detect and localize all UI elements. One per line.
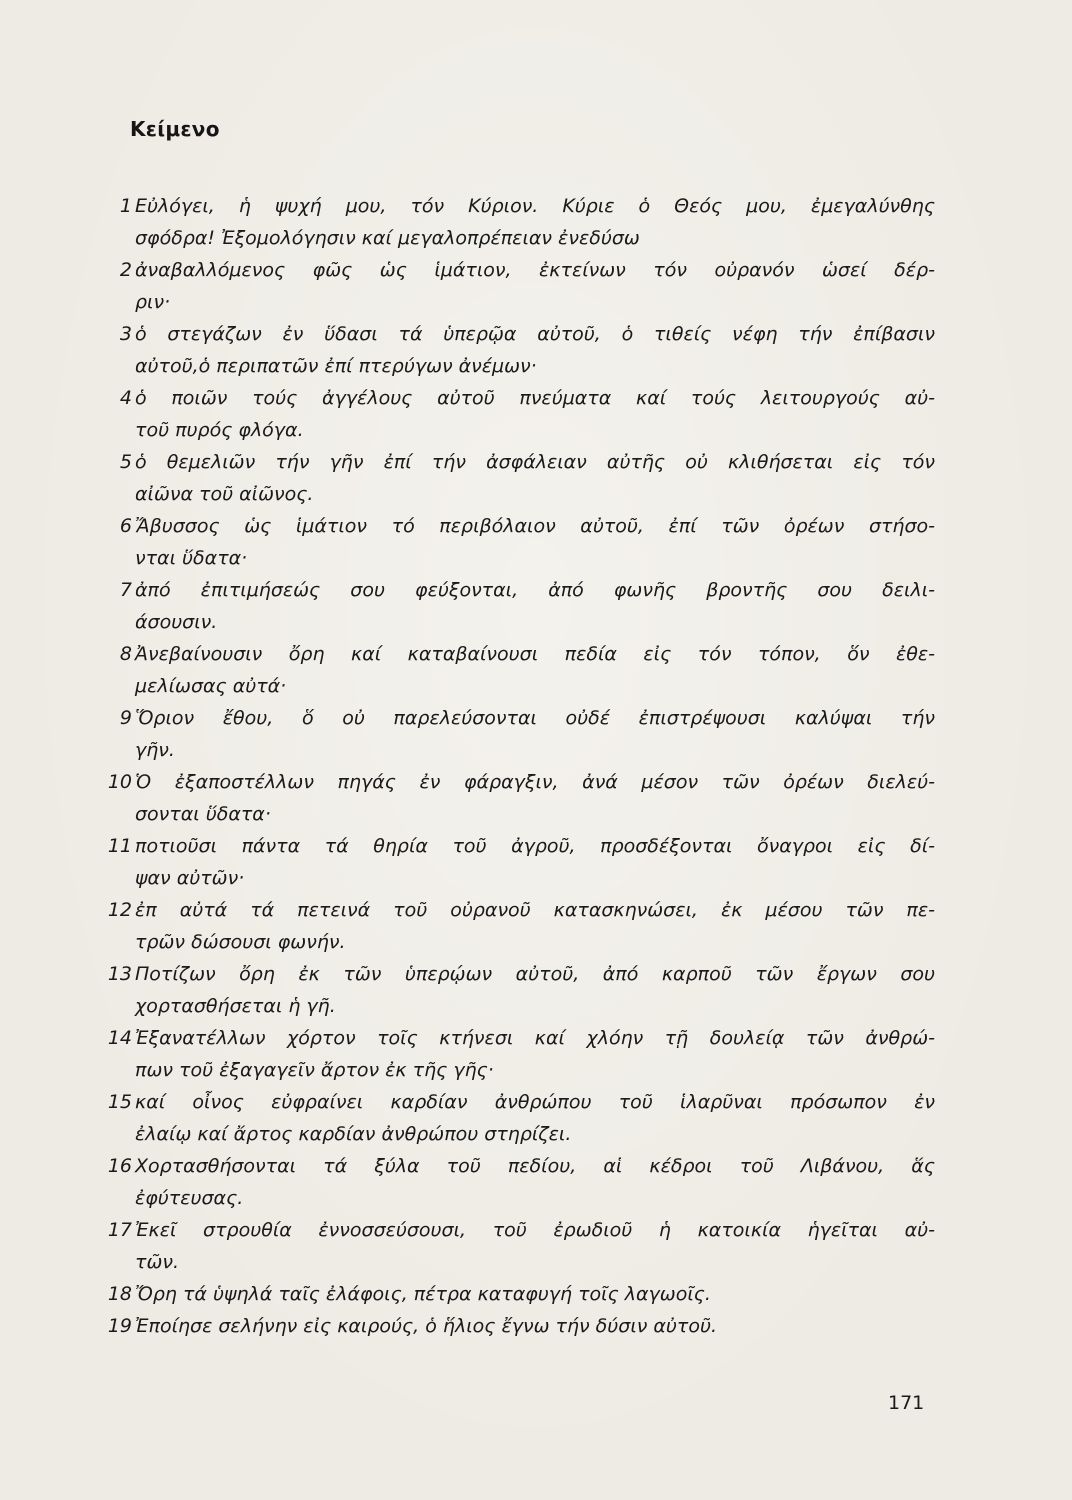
- verse-text: [135, 446, 935, 510]
- verse-line: άσουσιν.: [135, 611, 218, 633]
- verse-line: νται ὕδατα·: [135, 547, 248, 569]
- verse-1: [100, 190, 945, 254]
- verse-line: καί οἶνος εὐφραίνει καρδίαν ἀνθρώπου τοῦ ἱλαρῦναι πρόσωπον ἐν: [135, 1091, 935, 1113]
- verse-line: ἐπ αὐτά τά πετεινά τοῦ οὐρανοῦ κατασκηνώσει, ἐκ μέσου τῶν πε-: [135, 899, 935, 921]
- verse-text: [135, 638, 935, 702]
- verse-number: 13: [107, 963, 132, 985]
- verse-text: [135, 894, 935, 958]
- verse-number: 5: [119, 451, 132, 473]
- verse-text: [135, 766, 935, 830]
- page-number: 171: [888, 1392, 925, 1414]
- verse-line: ὁ θεμελιῶν τήν γῆν ἐπί τήν ἀσφάλειαν αὐτῆς οὐ κλιθήσεται εἰς τόν: [135, 451, 935, 473]
- verse-number: 6: [119, 515, 132, 537]
- verse-number: 17: [107, 1219, 132, 1241]
- verse-line: ἐλαίῳ καί ἄρτος καρδίαν ἀνθρώπου στηρίζει.: [135, 1123, 572, 1145]
- verse-line: Ὅριον ἔθου, ὅ οὐ παρελεύσονται οὐδέ ἐπιστρέψουσι καλύψαι τήν: [135, 707, 935, 729]
- verse-text: [135, 318, 935, 382]
- verse-9: [100, 702, 945, 766]
- verse-line: αὐτοῦ,ὁ περιπατῶν ἐπί πτερύγων ἀνέμων·: [135, 355, 537, 377]
- verse-number: 18: [107, 1283, 132, 1305]
- verse-line: τρῶν δώσουσι φωνήν.: [135, 931, 346, 953]
- verse-line: Ποτίζων ὄρη ἐκ τῶν ὑπερῴων αὐτοῦ, ἀπό καρποῦ τῶν ἔργων σου: [135, 963, 935, 985]
- verse-line: αἰῶνα τοῦ αἰῶνος.: [135, 483, 314, 505]
- verse-number: 8: [119, 643, 132, 665]
- verse-7: [100, 574, 945, 638]
- verse-line: ριν·: [135, 291, 171, 313]
- verse-line: σφόδρα! Ἐξομολόγησιν καί μεγαλοπρέπειαν ἐνεδύσω: [135, 227, 640, 249]
- verse-line: ἀναβαλλόμενος φῶς ὡς ἱμάτιον, ἐκτείνων τόν οὐρανόν ὡσεί δέρ-: [135, 259, 935, 281]
- verse-number: 12: [107, 899, 132, 921]
- verse-text: [135, 830, 935, 894]
- verse-line: Ὁ ἐξαποστέλλων πηγάς ἐν φάραγξιν, ἀνά μέσον τῶν ὀρέων διελεύ-: [135, 771, 935, 793]
- verse-number: 1: [119, 195, 132, 217]
- verse-line: ἐφύτευσας.: [135, 1187, 244, 1209]
- verse-line: Ἐποίησε σελήνην εἰς καιρούς, ὁ ἥλιος ἔγνω τήν δύσιν αὐτοῦ.: [135, 1315, 718, 1337]
- verse-line: τοῦ πυρός φλόγα.: [135, 419, 304, 441]
- verse-number: 7: [119, 579, 132, 601]
- verse-line: γῆν.: [135, 739, 175, 761]
- verse-number: 3: [119, 323, 132, 345]
- verse-15: [100, 1086, 945, 1150]
- verse-text: [135, 958, 935, 1022]
- verse-17: [100, 1214, 945, 1278]
- verse-2: [100, 254, 945, 318]
- verse-line: χορτασθήσεται ἡ γῆ.: [135, 995, 336, 1017]
- verse-16: [100, 1150, 945, 1214]
- verse-line: σονται ὕδατα·: [135, 803, 271, 825]
- verse-text: [135, 510, 935, 574]
- verse-text: [135, 1278, 935, 1310]
- verse-4: [100, 382, 945, 446]
- verse-11: [100, 830, 945, 894]
- verse-line: μελίωσας αὐτά·: [135, 675, 287, 697]
- verse-line: ποτιοῦσι πάντα τά θηρία τοῦ ἀγροῦ, προσδέξονται ὄναγροι εἰς δί-: [135, 835, 935, 857]
- verse-number: 19: [107, 1315, 132, 1337]
- verse-10: [100, 766, 945, 830]
- verse-12: [100, 894, 945, 958]
- verse-line: ψαν αὐτῶν·: [135, 867, 245, 889]
- verse-text: [135, 1150, 935, 1214]
- verse-19: [100, 1310, 945, 1342]
- verse-list: [100, 190, 945, 1342]
- verse-line: Ἐξανατέλλων χόρτον τοῖς κτήνεσι καί χλόην τῇ δουλείᾳ τῶν ἀνθρώ-: [135, 1027, 935, 1049]
- verse-line: Ὄρη τά ὑψηλά ταῖς ἐλάφοις, πέτρα καταφυγή τοῖς λαγωοῖς.: [135, 1283, 711, 1305]
- verse-line: Ἄβυσσος ὡς ἱμάτιον τό περιβόλαιον αὐτοῦ, ἐπί τῶν ὀρέων στήσο-: [135, 515, 935, 537]
- verse-text: [135, 382, 935, 446]
- verse-line: πων τοῦ ἐξαγαγεῖν ἄρτον ἐκ τῆς γῆς·: [135, 1059, 494, 1081]
- verse-6: [100, 510, 945, 574]
- verse-number: 15: [107, 1091, 132, 1113]
- verse-13: [100, 958, 945, 1022]
- verse-text: [135, 254, 935, 318]
- verse-5: [100, 446, 945, 510]
- verse-number: 4: [119, 387, 132, 409]
- verse-line: ὁ ποιῶν τούς ἀγγέλους αὐτοῦ πνεύματα καί τούς λειτουργούς αὐ-: [135, 387, 935, 409]
- verse-text: [135, 190, 935, 254]
- verse-number: 9: [119, 707, 132, 729]
- verse-18: [100, 1278, 945, 1310]
- verse-line: Ἀνεβαίνουσιν ὄρη καί καταβαίνουσι πεδία εἰς τόν τόπον, ὅν ἐθε-: [135, 643, 935, 665]
- verse-line: ἀπό ἐπιτιμήσεώς σου φεύξονται, ἀπό φωνῆς βροντῆς σου δειλι-: [135, 579, 935, 601]
- verse-text: [135, 574, 935, 638]
- verse-text: [135, 1086, 935, 1150]
- verse-number: 16: [107, 1155, 132, 1177]
- verse-line: τῶν.: [135, 1251, 180, 1273]
- verse-text: [135, 1214, 935, 1278]
- verse-line: Χορτασθήσονται τά ξύλα τοῦ πεδίου, αἱ κέδροι τοῦ Λιβάνου, ἅς: [135, 1155, 935, 1177]
- verse-line: ὁ στεγάζων ἐν ὕδασι τά ὑπερῷα αὐτοῦ, ὁ τιθείς νέφη τήν ἐπίβασιν: [135, 323, 935, 345]
- verse-line: Ἐκεῖ στρουθία ἐννοσσεύσουσι, τοῦ ἐρωδιοῦ ἡ κατοικία ἡγεῖται αὐ-: [135, 1219, 935, 1241]
- section-heading: Κείμενο: [130, 117, 220, 141]
- verse-3: [100, 318, 945, 382]
- verse-text: [135, 1310, 935, 1342]
- verse-8: [100, 638, 945, 702]
- verse-number: 2: [119, 259, 132, 281]
- verse-number: 11: [107, 835, 132, 857]
- verse-text: [135, 1022, 935, 1086]
- verse-number: 10: [107, 771, 132, 793]
- verse-line: Εὐλόγει, ἡ ψυχή μου, τόν Κύριον. Κύριε ὁ Θεός μου, ἐμεγαλύνθης: [135, 195, 935, 217]
- verse-14: [100, 1022, 945, 1086]
- verse-number: 14: [107, 1027, 132, 1049]
- verse-text: [135, 702, 935, 766]
